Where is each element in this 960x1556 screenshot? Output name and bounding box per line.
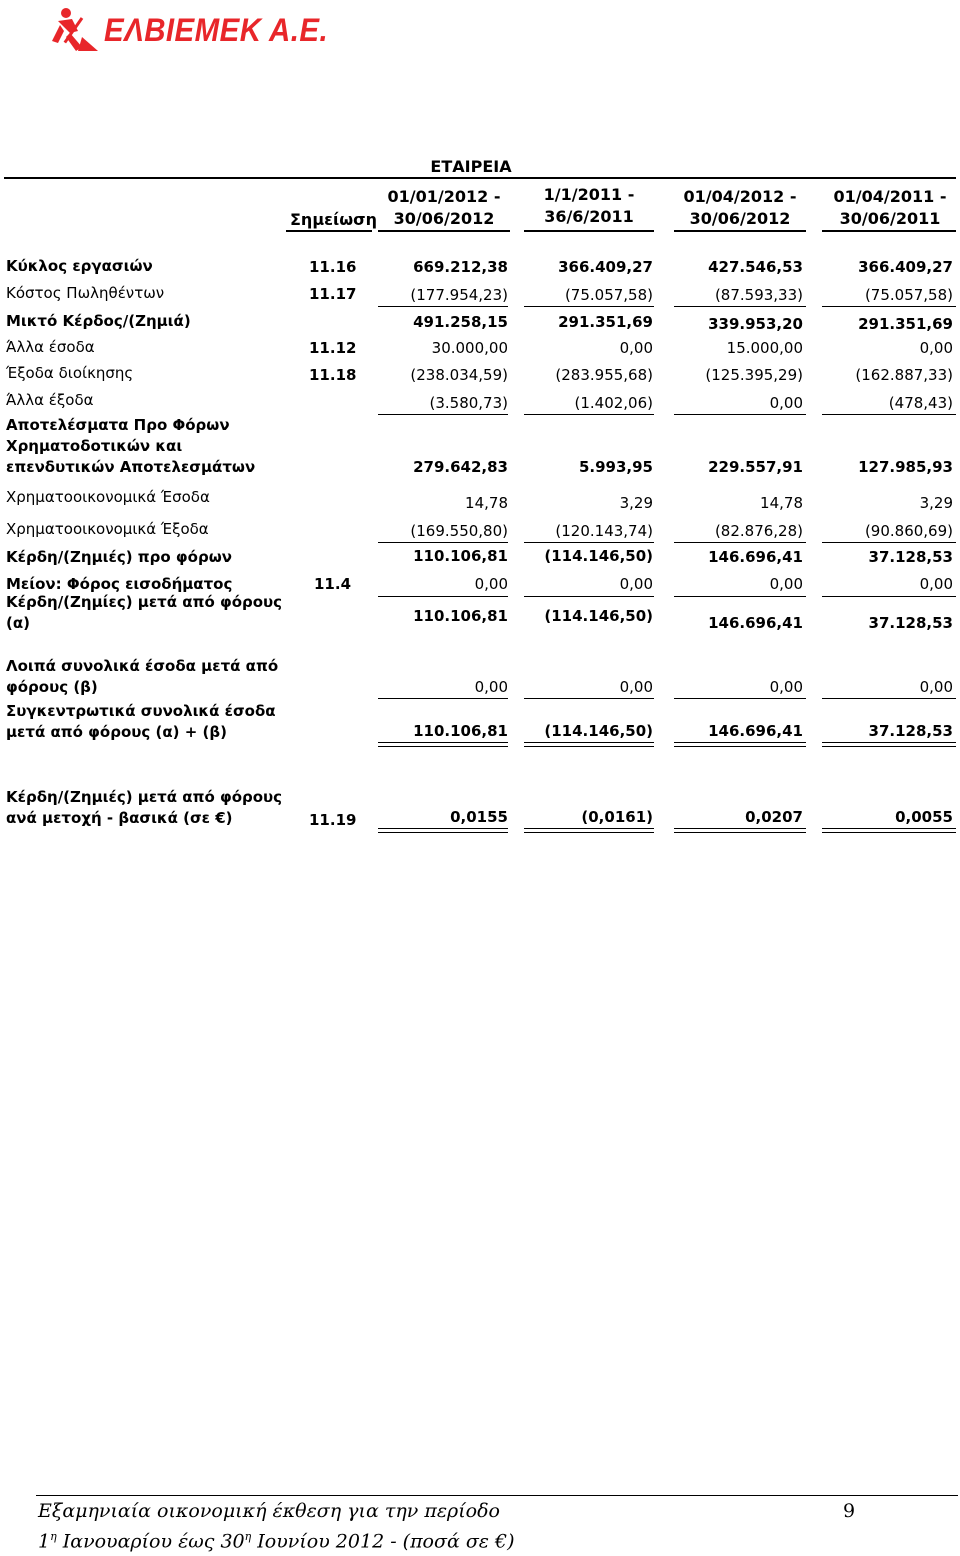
row-value: (162.887,33) <box>855 366 953 384</box>
row-label: Μικτό Κέρδος/(Ζημιά) <box>6 312 191 330</box>
row-label-line: επενδυτικών Αποτελεσμάτων <box>6 458 256 476</box>
row-value: 0,0207 <box>745 808 803 826</box>
subtotal-rule <box>378 414 508 415</box>
row-value: (238.034,59) <box>410 366 508 384</box>
row-value: 0,00 <box>769 575 803 593</box>
column-header-1-line1: 01/01/2012 - <box>387 187 501 206</box>
subtotal-rule <box>674 414 806 415</box>
total-double-rule <box>822 828 956 833</box>
company-logo-text: ΕΛΒΙΕΜΕΚ Α.Ε. <box>104 12 329 48</box>
row-value: (177.954,23) <box>410 286 508 304</box>
total-double-rule <box>524 742 654 747</box>
row-label-line: φόρους (β) <box>6 678 98 696</box>
footer-period-sup: η <box>50 1530 57 1543</box>
worker-logo-icon <box>48 7 100 53</box>
row-value: 146.696,41 <box>708 614 803 632</box>
row-value: 427.546,53 <box>708 258 803 276</box>
note-column-header: Σημείωση <box>290 210 377 229</box>
column-header-4-line2: 30/06/2011 <box>839 209 941 228</box>
row-value: 3,29 <box>619 494 653 512</box>
row-value: 0,0055 <box>895 808 953 826</box>
row-value: 110.106,81 <box>413 607 508 625</box>
header-rule <box>4 177 956 179</box>
row-note: 11.19 <box>309 811 357 829</box>
row-value: (1.402,06) <box>574 394 653 412</box>
column-header-2 <box>524 184 654 228</box>
page-number: 9 <box>843 1500 856 1522</box>
total-double-rule <box>822 742 956 747</box>
row-value: 0,00 <box>619 339 653 357</box>
footer-period-part: 1 <box>38 1530 51 1553</box>
row-value: (75.057,58) <box>864 286 953 304</box>
row-value: 0,00 <box>919 678 953 696</box>
row-note: 11.16 <box>309 258 357 276</box>
row-value: 37.128,53 <box>868 722 953 740</box>
row-note: 11.4 <box>314 575 352 593</box>
row-value: (75.057,58) <box>564 286 653 304</box>
row-value: 127.985,93 <box>858 458 953 476</box>
footer-period <box>38 1530 515 1552</box>
subtotal-rule <box>524 414 654 415</box>
row-value: 0,0155 <box>450 808 508 826</box>
row-value: (114.146,50) <box>544 607 653 625</box>
column-header-3-line1: 01/04/2012 - <box>683 187 797 206</box>
row-value: 0,00 <box>619 678 653 696</box>
row-value: 0,00 <box>919 575 953 593</box>
total-double-rule <box>674 742 806 747</box>
header-underline <box>524 230 654 232</box>
row-label: Άλλα έσοδα <box>6 338 95 356</box>
row-value: 339.953,20 <box>708 315 803 333</box>
row-value: (114.146,50) <box>544 547 653 565</box>
subtotal-rule <box>524 306 654 307</box>
row-value: 491.258,15 <box>413 313 508 331</box>
subtotal-rule <box>378 596 508 597</box>
subtotal-rule <box>822 306 956 307</box>
company-header: ΕΤΑΙΡΕΙΑ <box>430 157 512 176</box>
subtotal-rule <box>822 596 956 597</box>
subtotal-rule <box>378 698 508 699</box>
row-label-line: Λοιπά συνολικά έσοδα μετά από <box>6 657 279 675</box>
row-value: (87.593,33) <box>714 286 803 304</box>
row-label: Έξοδα διοίκησης <box>6 364 134 382</box>
row-value: 37.128,53 <box>868 548 953 566</box>
subtotal-rule <box>378 306 508 307</box>
total-double-rule <box>378 742 508 747</box>
company-logo <box>48 6 348 54</box>
row-label-line: Κέρδη/(Ζημίες) μετά από φόρους <box>6 593 283 611</box>
row-value: 229.557,91 <box>708 458 803 476</box>
row-label-line: Κέρδη/(Ζημιές) μετά από φόρους <box>6 788 283 806</box>
row-value: 14,78 <box>465 494 508 512</box>
footer-rule <box>36 1495 958 1496</box>
row-value: 110.106,81 <box>413 722 508 740</box>
row-value: (478,43) <box>888 394 953 412</box>
footer-period-part: Ιουνίου 2012 - (ποσά σε €) <box>251 1530 515 1553</box>
subtotal-rule <box>524 542 654 543</box>
row-value: 366.409,27 <box>858 258 953 276</box>
subtotal-rule <box>674 596 806 597</box>
row-value: 30.000,00 <box>431 339 508 357</box>
row-value: 14,78 <box>760 494 803 512</box>
row-value: 669.212,38 <box>413 258 508 276</box>
row-note: 11.18 <box>309 366 357 384</box>
header-underline <box>822 230 956 232</box>
row-label: Χρηματοοικονομικά Έξοδα <box>6 520 209 538</box>
row-value: 146.696,41 <box>708 722 803 740</box>
row-label: Άλλα έξοδα <box>6 391 94 409</box>
row-note: 11.17 <box>309 285 357 303</box>
row-value: (82.876,28) <box>714 522 803 540</box>
total-double-rule <box>378 828 508 833</box>
row-label: Κόστος Πωληθέντων <box>6 284 165 302</box>
row-label-line: Χρηματοδοτικών και <box>6 437 183 455</box>
row-label: Χρηματοοικονομικά Έσοδα <box>6 488 210 506</box>
total-double-rule <box>524 828 654 833</box>
subtotal-rule <box>822 414 956 415</box>
row-value: 37.128,53 <box>868 614 953 632</box>
row-value: 366.409,27 <box>558 258 653 276</box>
subtotal-rule <box>524 698 654 699</box>
row-label-line: (α) <box>6 614 31 632</box>
row-value: (0,0161) <box>581 808 653 826</box>
row-value: 0,00 <box>919 339 953 357</box>
row-value: 110.106,81 <box>413 547 508 565</box>
row-value: 3,29 <box>919 494 953 512</box>
row-value: 0,00 <box>474 678 508 696</box>
total-double-rule <box>674 828 806 833</box>
row-value: (114.146,50) <box>544 722 653 740</box>
column-header-2-line2: 36/6/2011 <box>544 207 634 226</box>
row-value: (3.580,73) <box>429 394 508 412</box>
row-value: (125.395,29) <box>705 366 803 384</box>
subtotal-rule <box>674 698 806 699</box>
row-value: (169.550,80) <box>410 522 508 540</box>
subtotal-rule <box>674 542 806 543</box>
row-label: Κύκλος εργασιών <box>6 257 153 275</box>
row-value: (283.955,68) <box>555 366 653 384</box>
row-value: 0,00 <box>474 575 508 593</box>
subtotal-rule <box>378 542 508 543</box>
row-value: 0,00 <box>619 575 653 593</box>
subtotal-rule <box>822 542 956 543</box>
footer-title: Εξαμηνιαία οικονομική έκθεση για την περίοδο <box>38 1500 500 1522</box>
row-value: 291.351,69 <box>558 313 653 331</box>
footer-period-part: Ιανουαρίου έως 30 <box>56 1530 245 1553</box>
subtotal-rule <box>822 698 956 699</box>
column-header-2-line1: 1/1/2011 - <box>543 185 635 204</box>
row-note: 11.12 <box>309 339 357 357</box>
header-underline <box>286 230 372 232</box>
column-header-4 <box>824 186 956 230</box>
row-value: 15.000,00 <box>726 339 803 357</box>
header-underline <box>674 230 806 232</box>
row-value: (120.143,74) <box>555 522 653 540</box>
footer-period-sup: η <box>244 1530 252 1543</box>
subtotal-rule <box>674 306 806 307</box>
row-label-line: Συγκεντρωτικά συνολικά έσοδα <box>6 702 276 720</box>
row-value: (90.860,69) <box>864 522 953 540</box>
row-label: Κέρδη/(Ζημιές) προ φόρων <box>6 548 232 566</box>
row-value: 279.642,83 <box>413 458 508 476</box>
row-value: 5.993,95 <box>578 458 653 476</box>
row-value: 291.351,69 <box>858 315 953 333</box>
row-label-line: Αποτελέσματα Προ Φόρων <box>6 416 230 434</box>
row-label-line: μετά από φόρους (α) + (β) <box>6 723 227 741</box>
subtotal-rule <box>524 596 654 597</box>
column-header-3-line2: 30/06/2012 <box>689 209 791 228</box>
header-underline <box>378 230 510 232</box>
row-value: 146.696,41 <box>708 548 803 566</box>
row-label: Μείον: Φόρος εισοδήματος <box>6 575 233 593</box>
row-value: 0,00 <box>769 394 803 412</box>
column-header-3 <box>674 186 806 230</box>
column-header-1 <box>378 186 510 230</box>
column-header-4-line1: 01/04/2011 - <box>833 187 947 206</box>
row-label-line: ανά μετοχή - βασικά (σε €) <box>6 809 233 827</box>
column-header-1-line2: 30/06/2012 <box>393 209 495 228</box>
row-value: 0,00 <box>769 678 803 696</box>
